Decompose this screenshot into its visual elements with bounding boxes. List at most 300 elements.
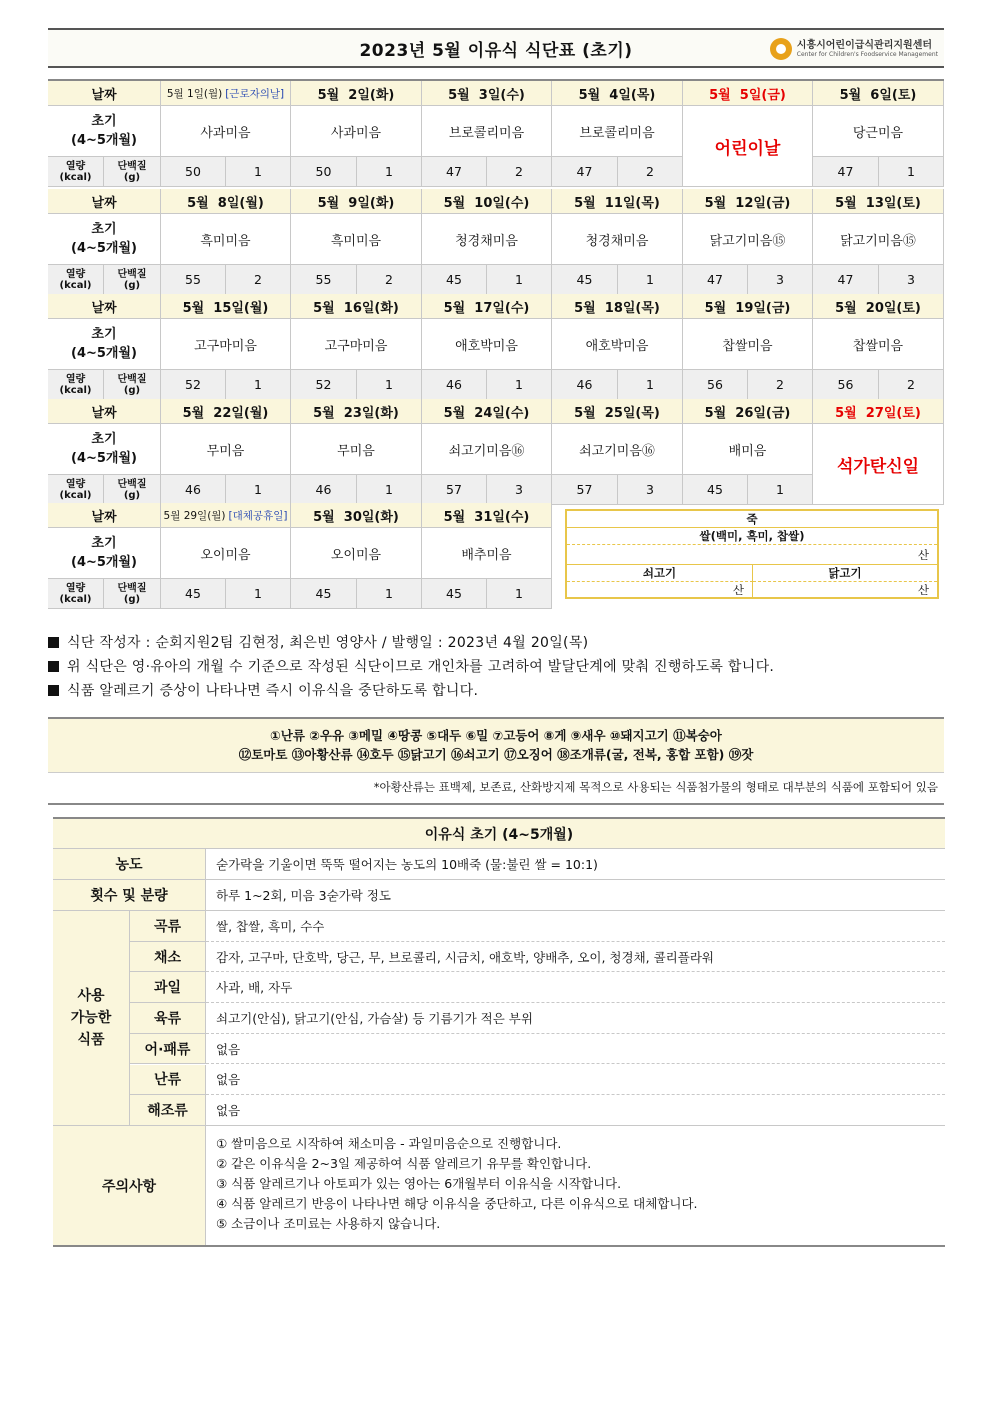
day-date: 5월 1일(월) [166,87,223,100]
menu-item [291,424,422,475]
date-label [48,399,161,424]
day-date-header [291,81,422,106]
protein-value [487,475,552,505]
juk-chicken-label: 닭고기 [753,565,937,582]
menu-item [552,319,683,370]
menu-item [813,319,944,370]
kcal-value [422,370,487,400]
menu-item [161,424,291,475]
food-items: 쌀, 찹쌀, 흑미, 수수 [206,911,945,942]
protein-label [104,475,161,505]
protein-value [357,265,422,295]
protein-value-text: 2 [646,164,654,179]
day-date: 5월 25일(목) [574,405,660,421]
protein-value-text: 1 [646,272,654,287]
day-date-header [813,189,944,214]
menu-item-text: 브로콜리미음 [448,125,525,141]
kcal-value-text: 47 [837,272,854,287]
kcal-value [813,370,879,400]
juk-beef-origin: 산 [567,582,753,599]
protein-value [357,579,422,609]
food-category: 어·패류 [130,1034,206,1065]
day-date: 5월 19일(금) [704,300,791,316]
day-date-header [422,294,552,319]
date-label-text: 날짜 [91,300,117,316]
kcal-value [683,475,748,505]
protein-value [226,475,291,505]
protein-value [357,370,422,400]
food-items: 사과, 배, 자두 [206,972,945,1003]
menu-item-text: 청경채미음 [455,233,518,249]
stage-label-text: 초기 (4~5개월) [71,222,137,256]
protein-label-text: 단백질 (g) [117,478,147,501]
kcal-value-text: 56 [837,377,854,392]
day-date: 5월 22일(월) [182,405,269,421]
kcal-value-text: 46 [446,377,462,392]
kcal-label-text: 열량 (kcal) [59,582,92,605]
kcal-label-text: 열량 (kcal) [59,268,92,291]
kcal-value-text: 57 [576,482,593,497]
kcal-value [552,370,618,400]
menu-item-text: 당근미음 [852,125,904,141]
kcal-value-text: 52 [185,377,201,392]
juk-title: 죽 [567,511,937,528]
menu-item [291,214,422,265]
protein-value [618,265,683,295]
kcal-value [813,157,879,187]
note-author: 식단 작성자 : 순회지원2팀 김현정, 최은빈 영양사 / 발행일 : 2023년 4월 20일(목) [48,632,588,652]
date-label-text: 날짜 [91,509,117,525]
food-items: 없음 [206,1065,945,1096]
frequency-value: 하루 1~2회, 미음 3숟가락 정도 [206,880,945,911]
protein-value-text: 2 [385,272,393,287]
kcal-label [48,579,104,609]
day-date-header [291,503,422,528]
food-category: 과일 [130,972,206,1003]
protein-value [487,157,552,187]
day-date-header [422,189,552,214]
protein-value-text: 3 [907,272,915,287]
page-title: 2023년 5월 이유식 식단표 (초기) [359,41,633,61]
menu-item [422,528,552,579]
protein-value-text: 1 [385,586,393,601]
menu-item [422,319,552,370]
protein-label [104,157,161,187]
stage-label [48,528,161,579]
day-date: 5월 4일(목) [578,87,656,103]
menu-item-text: 찹쌀미음 [722,338,773,354]
menu-item-text: 배추미음 [461,547,512,563]
protein-value-text: 1 [254,164,262,179]
stage-label-text: 초기 (4~5개월) [71,327,137,361]
day-date-header [813,81,944,106]
holiday-note: [근로자의날] [225,87,285,100]
protein-value [487,265,552,295]
protein-value-text: 1 [515,272,523,287]
date-label [48,294,161,319]
kcal-value-text: 55 [185,272,201,287]
protein-value-text: 1 [776,482,784,497]
caution-item: ⑤ 소금이나 조미료는 사용하지 않습니다. [216,1216,441,1231]
logo-subtitle: Center for Children's Foodservice Management [796,50,938,58]
protein-value-text: 2 [776,377,784,392]
kcal-value [552,475,618,505]
protein-value-text: 1 [515,377,523,392]
day-date-header [683,294,813,319]
protein-value-text: 1 [515,586,523,601]
day-date: 5월 20일(토) [835,300,921,316]
day-date: 5월 9일(화) [317,195,395,211]
kcal-value [291,475,357,505]
menu-item-text: 흑미미음 [200,233,251,249]
menu-item-text: 브로콜리미음 [579,125,655,141]
date-label-text: 날짜 [91,405,117,421]
center-logo [770,36,938,62]
protein-value-text: 2 [515,164,523,179]
protein-value [618,475,683,505]
juk-chicken-origin: 산 [917,583,929,597]
bullet-square-icon [48,637,59,648]
protein-value [879,157,944,187]
food-category: 난류 [130,1065,206,1096]
holiday-name: 어린이날 [714,138,781,159]
density-label: 농도 [53,849,206,880]
day-date-header [161,81,291,106]
kcal-value-text: 50 [315,164,332,179]
kcal-value-text: 45 [446,586,462,601]
kcal-value-text: 45 [446,272,462,287]
day-date: 5월 10일(수) [443,195,530,211]
day-date-header [291,294,422,319]
protein-value [748,265,813,295]
protein-value-text: 3 [646,482,654,497]
day-date: 5월 31일(수) [443,509,530,525]
protein-value [226,579,291,609]
protein-value [357,475,422,505]
protein-label [104,579,161,609]
kcal-value [422,265,487,295]
menu-item-text: 찹쌀미음 [852,338,904,354]
logo-name: 시흥시어린이급식관리지원센터 [796,39,933,51]
day-date: 5월 3일(수) [448,87,525,103]
stage-label-text: 초기 (4~5개월) [71,432,137,466]
kcal-label [48,475,104,505]
kcal-label [48,265,104,295]
protein-value-text: 1 [254,377,262,392]
kcal-value [291,579,357,609]
menu-item-text: 닭고기미음⑮ [709,233,786,249]
day-date: 5월 5일(금) [709,87,786,103]
stage-label [48,106,161,157]
protein-value-text: 2 [254,272,262,287]
kcal-value-text: 50 [185,164,201,179]
kcal-label [48,370,104,400]
food-items: 감자, 고구마, 단호박, 당근, 무, 브로콜리, 시금치, 애호박, 양배추, 오이, 청경채, 콜리플라워 [206,942,945,973]
allergy-legend [48,717,944,805]
usable-foods-label: 사용 가능한 식품 [53,911,130,1126]
kcal-label [48,157,104,187]
day-date: 5월 8일(월) [187,195,264,211]
allergy-line-1: ①난류 ②우유 ③메밀 ④땅콩 ⑤대두 ⑥밀 ⑦고등어 ⑧게 ⑨새우 ⑩돼지고기 ⑪복숭아 [270,728,722,743]
kcal-value [422,579,487,609]
kcal-value [813,265,879,295]
bullet-square-icon [48,661,59,672]
kcal-value-text: 47 [446,164,462,179]
density-value: 숟가락을 기울이면 뚝뚝 떨어지는 농도의 10배죽 (물:불린 쌀 = 10:1) [206,849,945,880]
kcal-value-text: 46 [185,482,201,497]
day-date: 5월 27일(토) [835,405,921,421]
note-individual: 위 식단은 영·유아의 개월 수 기준으로 작성된 식단이므로 개인차를 고려하여 발달단계에 맞춰 진행하도록 합니다. [48,656,774,676]
protein-label [104,370,161,400]
day-date-header [813,399,944,424]
day-date: 5월 17일(수) [443,300,530,316]
kcal-label-text: 열량 (kcal) [59,160,92,183]
menu-item [291,528,422,579]
kcal-label-text: 열량 (kcal) [59,478,92,501]
protein-value-text: 1 [385,164,393,179]
menu-item [161,528,291,579]
guide-title: 이유식 초기 (4~5개월) [53,819,945,849]
food-items: 없음 [206,1095,945,1126]
day-date-header [422,81,552,106]
menu-item [552,106,683,157]
kcal-value [291,370,357,400]
allergy-line-2: ⑫토마토 ⑬아황산류 ⑭호두 ⑮닭고기 ⑯쇠고기 ⑰오징어 ⑱조개류(굴, 전복, 홍합 포함) ⑲잣 [238,747,754,762]
holiday-cell [813,424,944,505]
weaning-guide-table [53,817,945,1247]
day-date-header [422,399,552,424]
food-category: 해조류 [130,1095,206,1126]
food-items: 없음 [206,1034,945,1065]
kcal-value [683,265,748,295]
kcal-value [291,265,357,295]
menu-item-text: 배미음 [728,443,767,459]
day-date: 5월 6일(토) [839,87,917,103]
juk-beef-label: 쇠고기 [567,565,753,582]
menu-item-text: 오이미음 [200,547,251,563]
menu-item-text: 애호박미음 [585,338,649,354]
day-date-header [291,399,422,424]
menu-item-text: 사과미음 [200,125,251,141]
menu-item [422,424,552,475]
protein-value-text: 1 [385,377,393,392]
day-date-header [683,81,813,106]
protein-value [748,370,813,400]
day-date: 5월 13일(토) [835,195,921,211]
menu-item-text: 무미음 [206,443,245,459]
stage-label-text: 초기 (4~5개월) [71,114,137,148]
protein-value-text: 2 [907,377,915,392]
caution-list [206,1126,945,1245]
menu-item-text: 무미음 [337,443,375,459]
kcal-value-text: 47 [576,164,593,179]
date-label-text: 날짜 [91,195,117,211]
kcal-value-text: 55 [315,272,332,287]
menu-item-text: 고구마미음 [194,338,257,354]
kcal-value-text: 45 [315,586,332,601]
day-date: 5월 2일(화) [317,87,395,103]
day-date-header [683,189,813,214]
menu-item [683,424,813,475]
stage-label [48,319,161,370]
protein-value-text: 1 [254,586,262,601]
menu-item-text: 사과미음 [330,125,382,141]
day-date-header [813,294,944,319]
frequency-label: 횟수 및 분량 [53,880,206,911]
protein-value-text: 1 [254,482,262,497]
day-date: 5월 26일(금) [704,405,791,421]
menu-item [291,319,422,370]
protein-value [618,370,683,400]
protein-label-text: 단백질 (g) [117,268,147,291]
day-date: 5월 23일(화) [313,405,399,421]
allergy-footnote: *아황산류는 표백제, 보존료, 산화방지제 목적으로 사용되는 식품첨가물의 형태로 대부분의 식품에 포함되어 있음 [373,780,938,794]
date-label [48,189,161,214]
stage-label [48,424,161,475]
menu-item [161,319,291,370]
kcal-label-text: 열량 (kcal) [59,373,92,396]
caution-item: ③ 식품 알레르기나 아토피가 있는 영아는 6개월부터 이유식을 시작합니다. [216,1176,622,1191]
juk-rice-label: 쌀(백미, 흑미, 찹쌀) [567,528,937,545]
menu-item-text: 쇠고기미음⑯ [579,443,655,459]
day-date: 5월 15일(월) [182,300,269,316]
bullet-square-icon [48,685,59,696]
day-date: 5월 30일(화) [313,509,399,525]
kcal-value [291,157,357,187]
protein-value [226,157,291,187]
porridge-origin-box [565,509,939,599]
note-allergy-stop: 식품 알레르기 증상이 나타나면 즉시 이유식을 중단하도록 합니다. [48,680,478,700]
food-category: 육류 [130,1003,206,1034]
caution-item: ① 쌀미음으로 시작하여 채소미음 - 과일미음순으로 진행합니다. [216,1136,562,1151]
menu-item [813,214,944,265]
day-date-header [161,189,291,214]
day-date: 5월 11일(목) [574,195,660,211]
holiday-name: 석가탄신일 [836,456,920,477]
menu-item-text: 고구마미음 [324,338,388,354]
caution-item: ② 같은 이유식을 2~3일 제공하여 식품 알레르기 유무를 확인합니다. [216,1156,592,1171]
protein-value [226,265,291,295]
protein-value-text: 3 [515,482,523,497]
kcal-value-text: 45 [185,586,201,601]
menu-item [552,214,683,265]
caution-item: ④ 식품 알레르기 반응이 나타나면 해당 이유식을 중단하고, 다른 이유식으로 대체합니다. [216,1196,698,1211]
menu-item [291,106,422,157]
juk-rice-origin: 산 [567,545,937,565]
stage-label [48,214,161,265]
protein-value [879,370,944,400]
day-date-header [683,399,813,424]
food-items: 쇠고기(안심), 닭고기(안심, 가슴살) 등 기름기가 적은 부위 [206,1003,945,1034]
day-date-header [552,399,683,424]
menu-item-text: 애호박미음 [455,338,518,354]
menu-item [422,106,552,157]
day-date-header [161,399,291,424]
day-date: 5월 16일(화) [313,300,399,316]
food-category: 곡류 [130,911,206,942]
protein-label-text: 단백질 (g) [117,373,147,396]
kcal-value [161,475,226,505]
menu-item [161,214,291,265]
kcal-value [683,370,748,400]
kcal-value [161,370,226,400]
date-label-text: 날짜 [91,87,117,103]
protein-value [879,265,944,295]
menu-item [422,214,552,265]
food-category: 채소 [130,942,206,973]
menu-item [683,214,813,265]
kcal-value-text: 45 [707,482,723,497]
menu-item [813,106,944,157]
day-date-header [422,503,552,528]
protein-value [357,157,422,187]
kcal-value [161,157,226,187]
date-label [48,503,161,528]
kcal-value-text: 56 [707,377,723,392]
menu-item-text: 닭고기미음⑮ [840,233,916,249]
kcal-value [161,579,226,609]
protein-label-text: 단백질 (g) [117,160,147,183]
kcal-value [161,265,226,295]
day-date: 5월 12일(금) [704,195,791,211]
logo-mark-icon [770,38,792,60]
day-date-header [552,81,683,106]
day-date-header [552,189,683,214]
holiday-cell [683,106,813,187]
day-date-header [161,294,291,319]
day-date-header [552,294,683,319]
kcal-value-text: 52 [315,377,332,392]
kcal-value-text: 47 [837,164,854,179]
protein-value [226,370,291,400]
protein-value-text: 1 [907,164,915,179]
protein-value [748,475,813,505]
protein-value [487,370,552,400]
kcal-value-text: 46 [576,377,593,392]
date-label [48,81,161,106]
kcal-value-text: 45 [576,272,593,287]
protein-value-text: 1 [385,482,393,497]
menu-item-text: 흑미미음 [330,233,382,249]
title-bar [48,28,944,68]
protein-label-text: 단백질 (g) [117,582,147,605]
kcal-value-text: 46 [315,482,332,497]
protein-label [104,265,161,295]
kcal-value-text: 47 [707,272,723,287]
kcal-value [422,157,487,187]
menu-item [683,319,813,370]
day-date: 5월 24일(수) [443,405,530,421]
kcal-value [552,265,618,295]
protein-value [487,579,552,609]
day-date: 5월 29일(월) [163,509,226,522]
day-date-header [161,503,291,528]
day-date: 5월 18일(목) [574,300,660,316]
caution-label: 주의사항 [53,1126,206,1245]
protein-value-text: 1 [646,377,654,392]
holiday-note: [대체공휴일] [228,509,288,522]
protein-value [618,157,683,187]
protein-value-text: 3 [776,272,784,287]
menu-item-text: 쇠고기미음⑯ [448,443,525,459]
stage-label-text: 초기 (4~5개월) [71,536,137,570]
day-date-header [291,189,422,214]
menu-item [552,424,683,475]
menu-item-text: 오이미음 [330,547,382,563]
menu-item-text: 청경채미음 [585,233,649,249]
allergy-list [48,719,944,773]
menu-item [161,106,291,157]
